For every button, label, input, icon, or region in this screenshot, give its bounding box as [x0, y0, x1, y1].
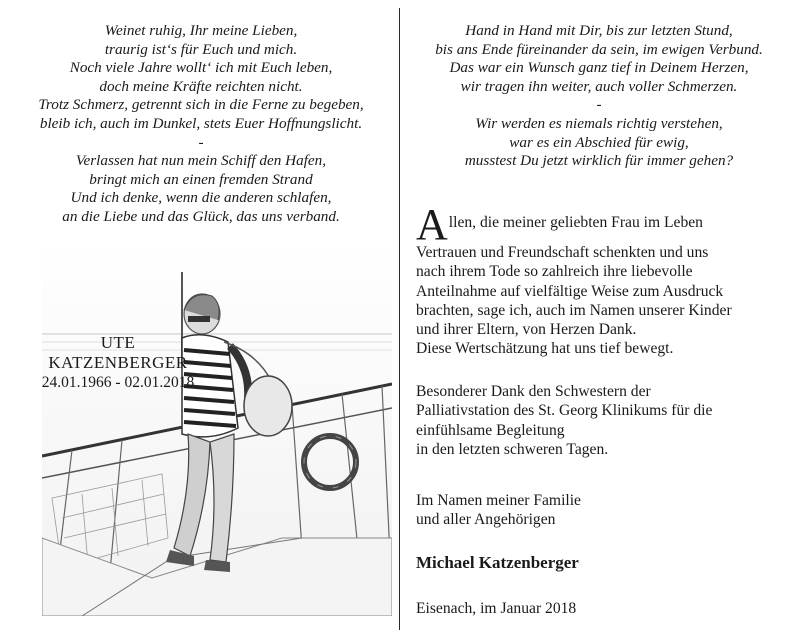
poem-line: war es ein Abschied für ewig, — [509, 133, 689, 151]
column-divider — [399, 8, 400, 630]
thanks-line: und ihrer Eltern, von Herzen Dank. — [416, 321, 637, 339]
poem-line: Wir werden es niemals richtig verstehen, — [475, 114, 723, 132]
thanks-line: Vertrauen und Freundschaft schenkten und uns — [416, 244, 709, 261]
thanks-line: Diese Wertschätzung hat uns tief bewegt. — [416, 340, 674, 358]
deceased-dates: 24.01.1966 - 02.01.2018 — [41, 374, 195, 391]
family-paragraph — [416, 491, 792, 530]
poem-line: Weinet ruhig, Ihr meine Lieben, — [104, 22, 298, 39]
poem-line: wir tragen ihn weiter, auch voller Schmerzen. — [460, 77, 738, 95]
memorial-photo — [42, 238, 392, 616]
special-thanks-line: in den letzten schweren Tagen. — [416, 440, 609, 458]
thanks-paragraph — [416, 200, 792, 359]
deceased-last-name: KATZENBERGER — [48, 353, 188, 372]
place-date: Eisenach, im Januar 2018 — [416, 600, 577, 617]
special-thanks-paragraph — [416, 382, 792, 459]
poem-line: musstest Du jetzt wirklich für immer gehen? — [464, 152, 734, 170]
thanks-line: brachten, sage ich, auch im Namen unserer Kinder — [416, 301, 732, 319]
family-line: Im Namen meiner Familie — [416, 492, 581, 509]
poem-line: doch meine Kräfte reichten nicht. — [99, 77, 303, 95]
poem-line: bringt mich an einen fremden Strand — [89, 170, 313, 188]
special-thanks-line: Besonderer Dank den Schwestern der — [416, 383, 651, 400]
thanks-line: Anteilnahme auf vielfältige Weise zum Ausdruck — [416, 282, 724, 300]
poem-line: Trotz Schmerz, getrennt sich in die Ferne zu begeben, — [38, 96, 364, 114]
signature-name: Michael Katzenberger — [416, 553, 579, 572]
dropcap: A — [416, 200, 448, 249]
poem-line: traurig ist‘s für Euch und mich. — [104, 40, 298, 58]
thanks-line: nach ihrem Tode so zahlreich ihre liebevolle — [416, 263, 693, 281]
poem-line: Hand in Hand mit Dir, bis zur letzten Stund, — [465, 22, 733, 39]
deceased-first-name: UTE — [100, 333, 136, 352]
special-thanks-line: einfühlsame Begleitung — [416, 421, 565, 439]
poem-line: Und ich denke, wenn die anderen schlafen, — [70, 189, 332, 207]
poem-line: an die Liebe und das Glück, das uns verband. — [62, 207, 340, 225]
poem-line: bis ans Ende füreinander da sein, im ewigen Verbund. — [435, 40, 763, 58]
poem-line: Das war ein Wunsch ganz tief in Deinem Herzen, — [449, 59, 749, 77]
poem-separator: - — [596, 96, 602, 114]
family-line: und aller Angehörigen — [416, 511, 556, 529]
thanks-line: llen, die meiner geliebten Frau im Leben — [448, 214, 703, 231]
poem-separator: - — [198, 133, 204, 151]
deceased-name-block — [8, 333, 228, 393]
special-thanks-line: Palliativstation des St. Georg Klinikums für die — [416, 402, 713, 420]
poem-line: Noch viele Jahre wollt‘ ich mit Euch leben, — [69, 59, 333, 77]
poem-line: bleib ich, auch im Dunkel, stets Euer Hoffnungslicht. — [39, 114, 363, 132]
poem-right — [404, 22, 794, 171]
poem-line: Verlassen hat nun mein Schiff den Hafen, — [75, 152, 327, 170]
poem-left — [6, 22, 396, 227]
